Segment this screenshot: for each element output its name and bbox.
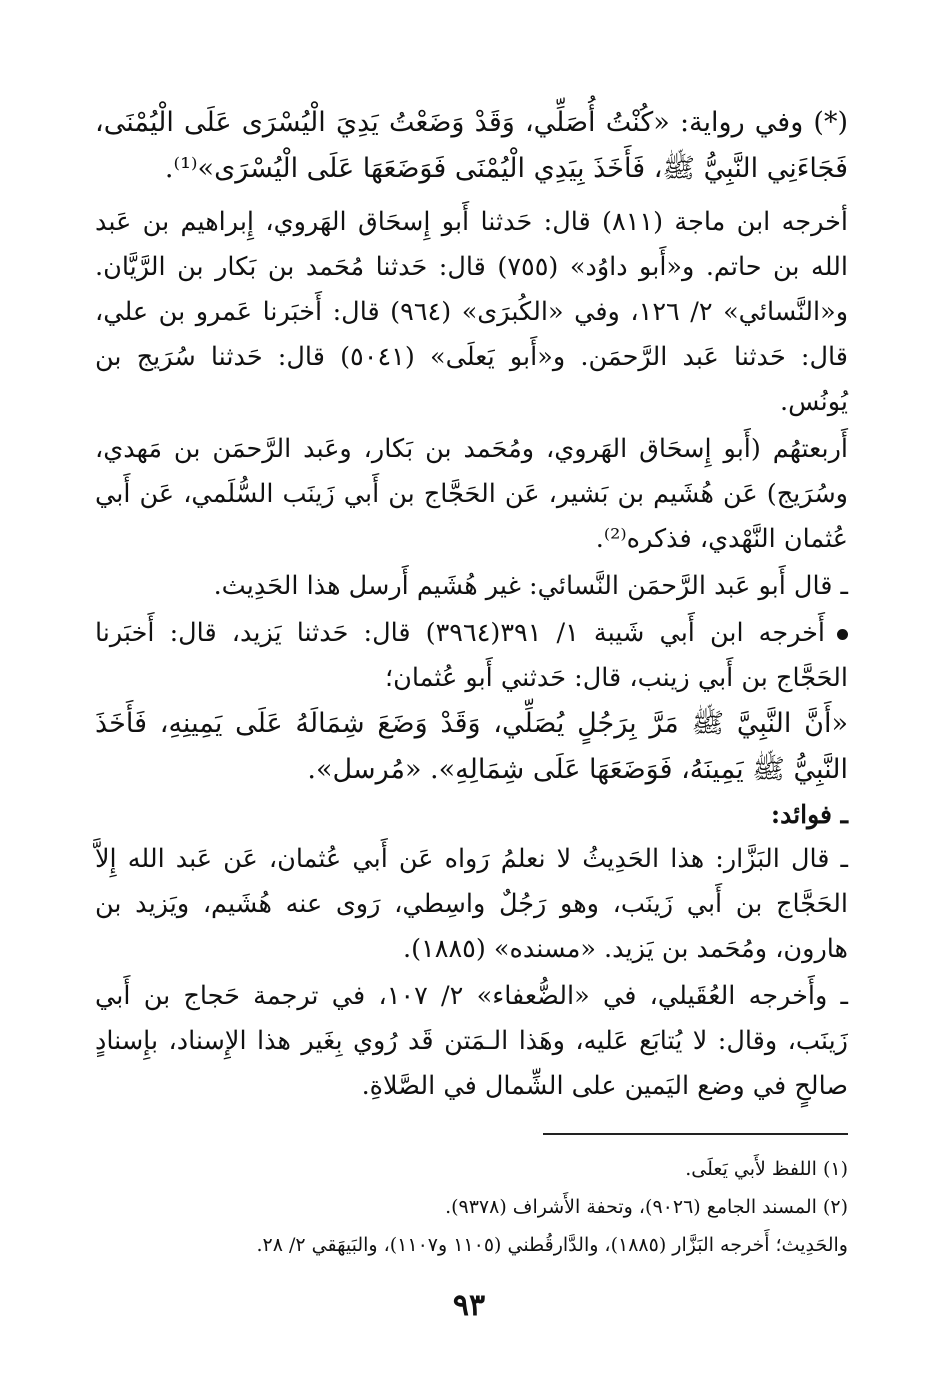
footnotes [95,1150,848,1264]
chain-paragraph: أَربعتهُم (أَبو إِسحَاق الهَروي، ومُحَمد بن بَكار، وعَبد الرَّحمَن بن مَهدي، وسُرَيج) عَن هُشَيم بن بَشير، عَن الحَجَّاج بن أَبي زَينَب السُّلَمي، عَن أَبي عُثمان النَّهْدي، فذكره⁽²⁾. [95,434,848,554]
footnote-1: (١) اللفظ لأَبي يَعلَى. [685,1158,848,1180]
takhrij-paragraph: أخرجه ابن ماجة (٨١١) قال: حَدثنا أَبو إِسحَاق الهَروي، إِبراهيم بن عَبد الله بن حاتم. و«أَبو داوُد» (٧٥٥) قال: حَدثنا مُحَمد بن بَكار بن الرَّيَّان. و«النَّسائي» ٢/ ١٢٦، وفي «الكُبرَى» (٩٦٤) قال: أَخبَرنا عَمرو بن علي، قال: حَدثنا عَبد الرَّحمَن. و«أَبو يَعلَى» (٥٠٤١) قال: حَدثنا سُرَيج بن يُونُس. [95,207,849,417]
footnote-separator [543,1133,848,1135]
bullet-icon [837,629,848,640]
uqayli-paragraph: ـ وأَخرجه العُقَيلي، في «الضُّعفاء» ٢/ ١٠٧، في ترجمة حَجاج بن أَبي زَينَب، وقال: لا يُتابَع عَليه، وهَذا الـمَتن قَد رُوي بِغَير هذا الإِسناد، بإِسنادٍ صالحٍ في وضع اليَمين على الشِّمال في الصَّلاةِ. [95,981,848,1101]
mursal-narration-paragraph: «أَنَّ النَّبِيَّ ﷺ مَرَّ بِرَجُلٍ يُصَلِّي، وَقَدْ وَضَعَ شِمَالَهُ عَلَى يَمِينِهِ، فَأَخَذَ النَّبِيُّ ﷺ يَمِينَهُ، فَوَضَعَهَا عَلَى شِمَالِهِ». «مُرسل». [95,708,848,785]
page-body [95,100,848,1109]
ibn-abi-shaybah-text: أَخرجه ابن أَبي شَيبة ١/ ٣٩١(٣٩٦٤) قال: حَدثنا يَزيد، قال: أَخبَرنا الحَجَّاج بن أَبي زينب، قال: حَدثني أَبو عُثمان؛ [95,618,848,693]
footnote-2-continuation: والحَدِيث؛ أَخرجه البَزَّار (١٨٨٥)، والدَّارقُطني (١١٠٥ و١١٠٧)، والبَيهَقي ٢/ ٢٨. [256,1234,848,1256]
narration-paragraph: (*) وفي رواية: «كُنْتُ أُصَلِّي، وَقَدْ وَضَعْتُ يَدِيَ الْيُسْرَى عَلَى الْيُمْنَى، فَجَاءَنِي النَّبِيُّ ﷺ، فَأَخَذَ بِيَدِي الْيُمْنَى فَوَضَعَهَا عَلَى الْيُسْرَى»⁽¹⁾. [95,107,848,184]
benefits-heading: ـ فوائد: [770,800,848,829]
nasai-note-paragraph: ـ قال أَبو عَبد الرَّحمَن النَّسائي: غير هُشَيم أَرسل هذا الحَدِيث. [213,571,848,601]
bazzar-paragraph: ـ قال البَزَّار: هذا الحَدِيثُ لا نعلمُ رَواه عَن أَبي عُثمان، عَن عَبد الله إِلاَّ الحَجَّاج بن أَبي زَينَب، وهو رَجُلٌ واسِطي، رَوى عنه هُشَيم، ويَزيد بن هارون، ومُحَمد بن يَزيد. «مسنده» (١٨٨٥). [95,844,848,964]
page-number: ٩٣ [452,1288,486,1323]
ibn-abi-shaybah-paragraph [95,611,848,701]
footnote-2: (٢) المسند الجامع (٩٠٢٦)، وتحفة الأَشراف (٩٣٧٨). [445,1196,848,1218]
